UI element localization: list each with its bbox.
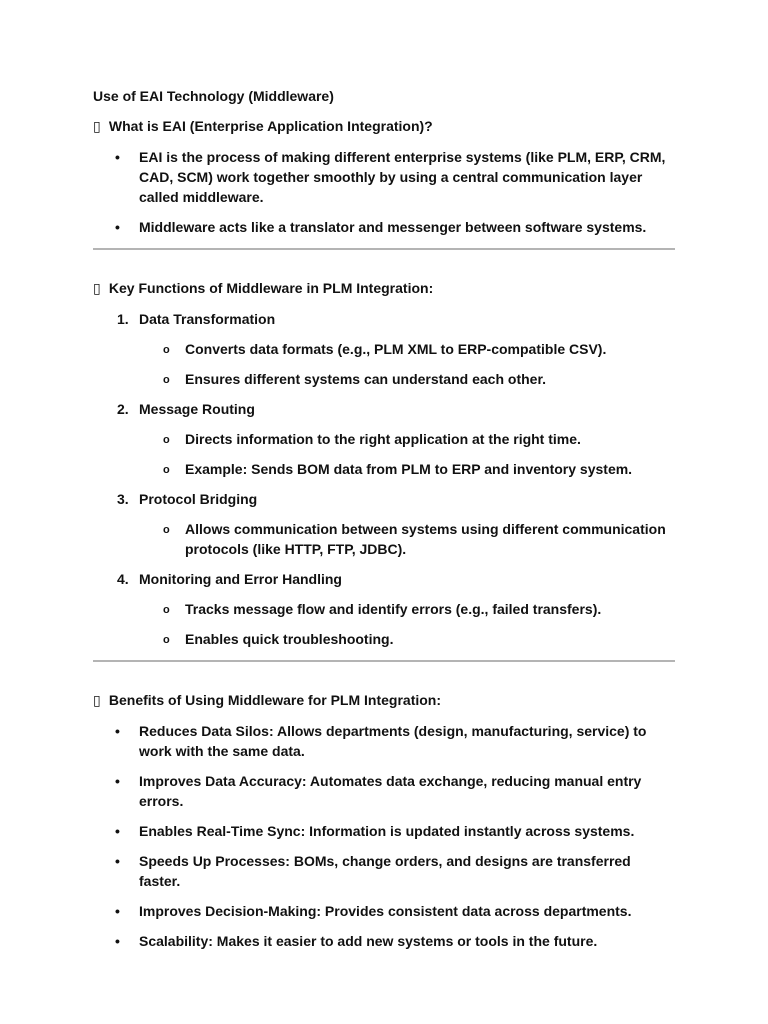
list-item-text: Speeds Up Processes: BOMs, change orders, and designs are transferred faster. — [139, 853, 631, 889]
section-heading-what-is-eai — [93, 116, 675, 137]
sub-list-item — [93, 519, 675, 559]
list-item-text: Reduces Data Silos: Allows departments (design, manufacturing, service) to work with the same data. — [139, 723, 647, 759]
list-item — [93, 399, 675, 479]
list-item — [93, 569, 675, 649]
document-page — [93, 86, 675, 961]
list-item — [93, 489, 675, 559]
list-item-text: Improves Decision-Making: Provides consistent data across departments. — [139, 903, 632, 919]
sub-bullet-marker: o — [163, 634, 170, 646]
sub-list-item — [93, 339, 675, 359]
document-title: Use of EAI Technology (Middleware) — [93, 88, 334, 104]
list-item — [93, 147, 675, 207]
sub-list-item-text: Ensures different systems can understand each other. — [185, 371, 547, 387]
missing-glyph-icon: ▯ — [93, 281, 101, 297]
sub-list-item-text: Enables quick troubleshooting. — [185, 631, 394, 647]
list-item — [93, 821, 675, 841]
sub-bullet-marker: o — [163, 374, 170, 386]
sub-list — [139, 339, 675, 389]
list-item-label: Message Routing — [139, 401, 255, 417]
list-item — [93, 771, 675, 811]
section-heading-text: Benefits of Using Middleware for PLM Integration: — [108, 692, 442, 708]
list-item-text: Middleware acts like a translator and messenger between software systems. — [139, 219, 647, 235]
list-item-label: Data Transformation — [139, 311, 276, 327]
sub-bullet-marker: o — [163, 604, 170, 616]
sub-list-item-text: Converts data formats (e.g., PLM XML to ERP-compatible CSV). — [185, 341, 607, 357]
sub-list-item — [93, 429, 675, 449]
sub-list — [139, 429, 675, 479]
number-marker: 2. — [117, 401, 129, 417]
bullet-marker: • — [115, 219, 120, 235]
missing-glyph-icon: ▯ — [93, 119, 101, 135]
sub-list-item — [93, 599, 675, 619]
list-item — [93, 851, 675, 891]
list-item — [93, 931, 675, 951]
list-item-text: EAI is the process of making different enterprise systems (like PLM, ERP, CRM, CAD, SCM) work together smoothly by using a central communication layer called middleware. — [139, 149, 666, 205]
list-item — [93, 217, 675, 237]
sub-list — [139, 519, 675, 559]
sub-list-item — [93, 369, 675, 389]
bullet-marker: • — [115, 903, 120, 919]
section-heading-text: What is EAI (Enterprise Application Integration)? — [108, 118, 433, 134]
missing-glyph-icon: ▯ — [93, 693, 101, 709]
list-item-text: Enables Real-Time Sync: Information is updated instantly across systems. — [139, 823, 635, 839]
list-item-text: Scalability: Makes it easier to add new systems or tools in the future. — [139, 933, 598, 949]
bullet-marker: • — [115, 149, 120, 165]
sub-list-item-text: Allows communication between systems using different communication protocols (like HTTP, FTP, JDBC). — [185, 521, 666, 557]
bullet-marker: • — [115, 723, 120, 739]
list-item-label: Monitoring and Error Handling — [139, 571, 342, 587]
sub-bullet-marker: o — [163, 464, 170, 476]
section-heading-text: Key Functions of Middleware in PLM Integration: — [108, 280, 434, 296]
sub-list-item-text: Tracks message flow and identify errors (e.g., failed transfers). — [185, 601, 602, 617]
number-marker: 1. — [117, 311, 129, 327]
sub-list-item — [93, 459, 675, 479]
list-item-label: Protocol Bridging — [139, 491, 258, 507]
sub-list-item-text: Directs information to the right application at the right time. — [185, 431, 581, 447]
list-item — [93, 721, 675, 761]
bullet-marker: • — [115, 853, 120, 869]
section-heading-benefits — [93, 690, 675, 711]
benefits-list — [93, 721, 675, 951]
sub-list-item-text: Example: Sends BOM data from PLM to ERP and inventory system. — [185, 461, 633, 477]
bullet-marker: • — [115, 933, 120, 949]
bullet-marker: • — [115, 823, 120, 839]
sub-list-item — [93, 629, 675, 649]
key-functions-list — [93, 309, 675, 649]
sub-list — [139, 599, 675, 649]
eai-definition-list — [93, 147, 675, 237]
list-item-text: Improves Data Accuracy: Automates data exchange, reducing manual entry errors. — [139, 773, 642, 809]
bullet-marker: • — [115, 773, 120, 789]
list-item — [93, 901, 675, 921]
section-heading-key-functions — [93, 278, 675, 299]
sub-bullet-marker: o — [163, 344, 170, 356]
sub-bullet-marker: o — [163, 434, 170, 446]
number-marker: 3. — [117, 491, 129, 507]
list-item — [93, 309, 675, 389]
sub-bullet-marker: o — [163, 524, 170, 536]
number-marker: 4. — [117, 571, 129, 587]
